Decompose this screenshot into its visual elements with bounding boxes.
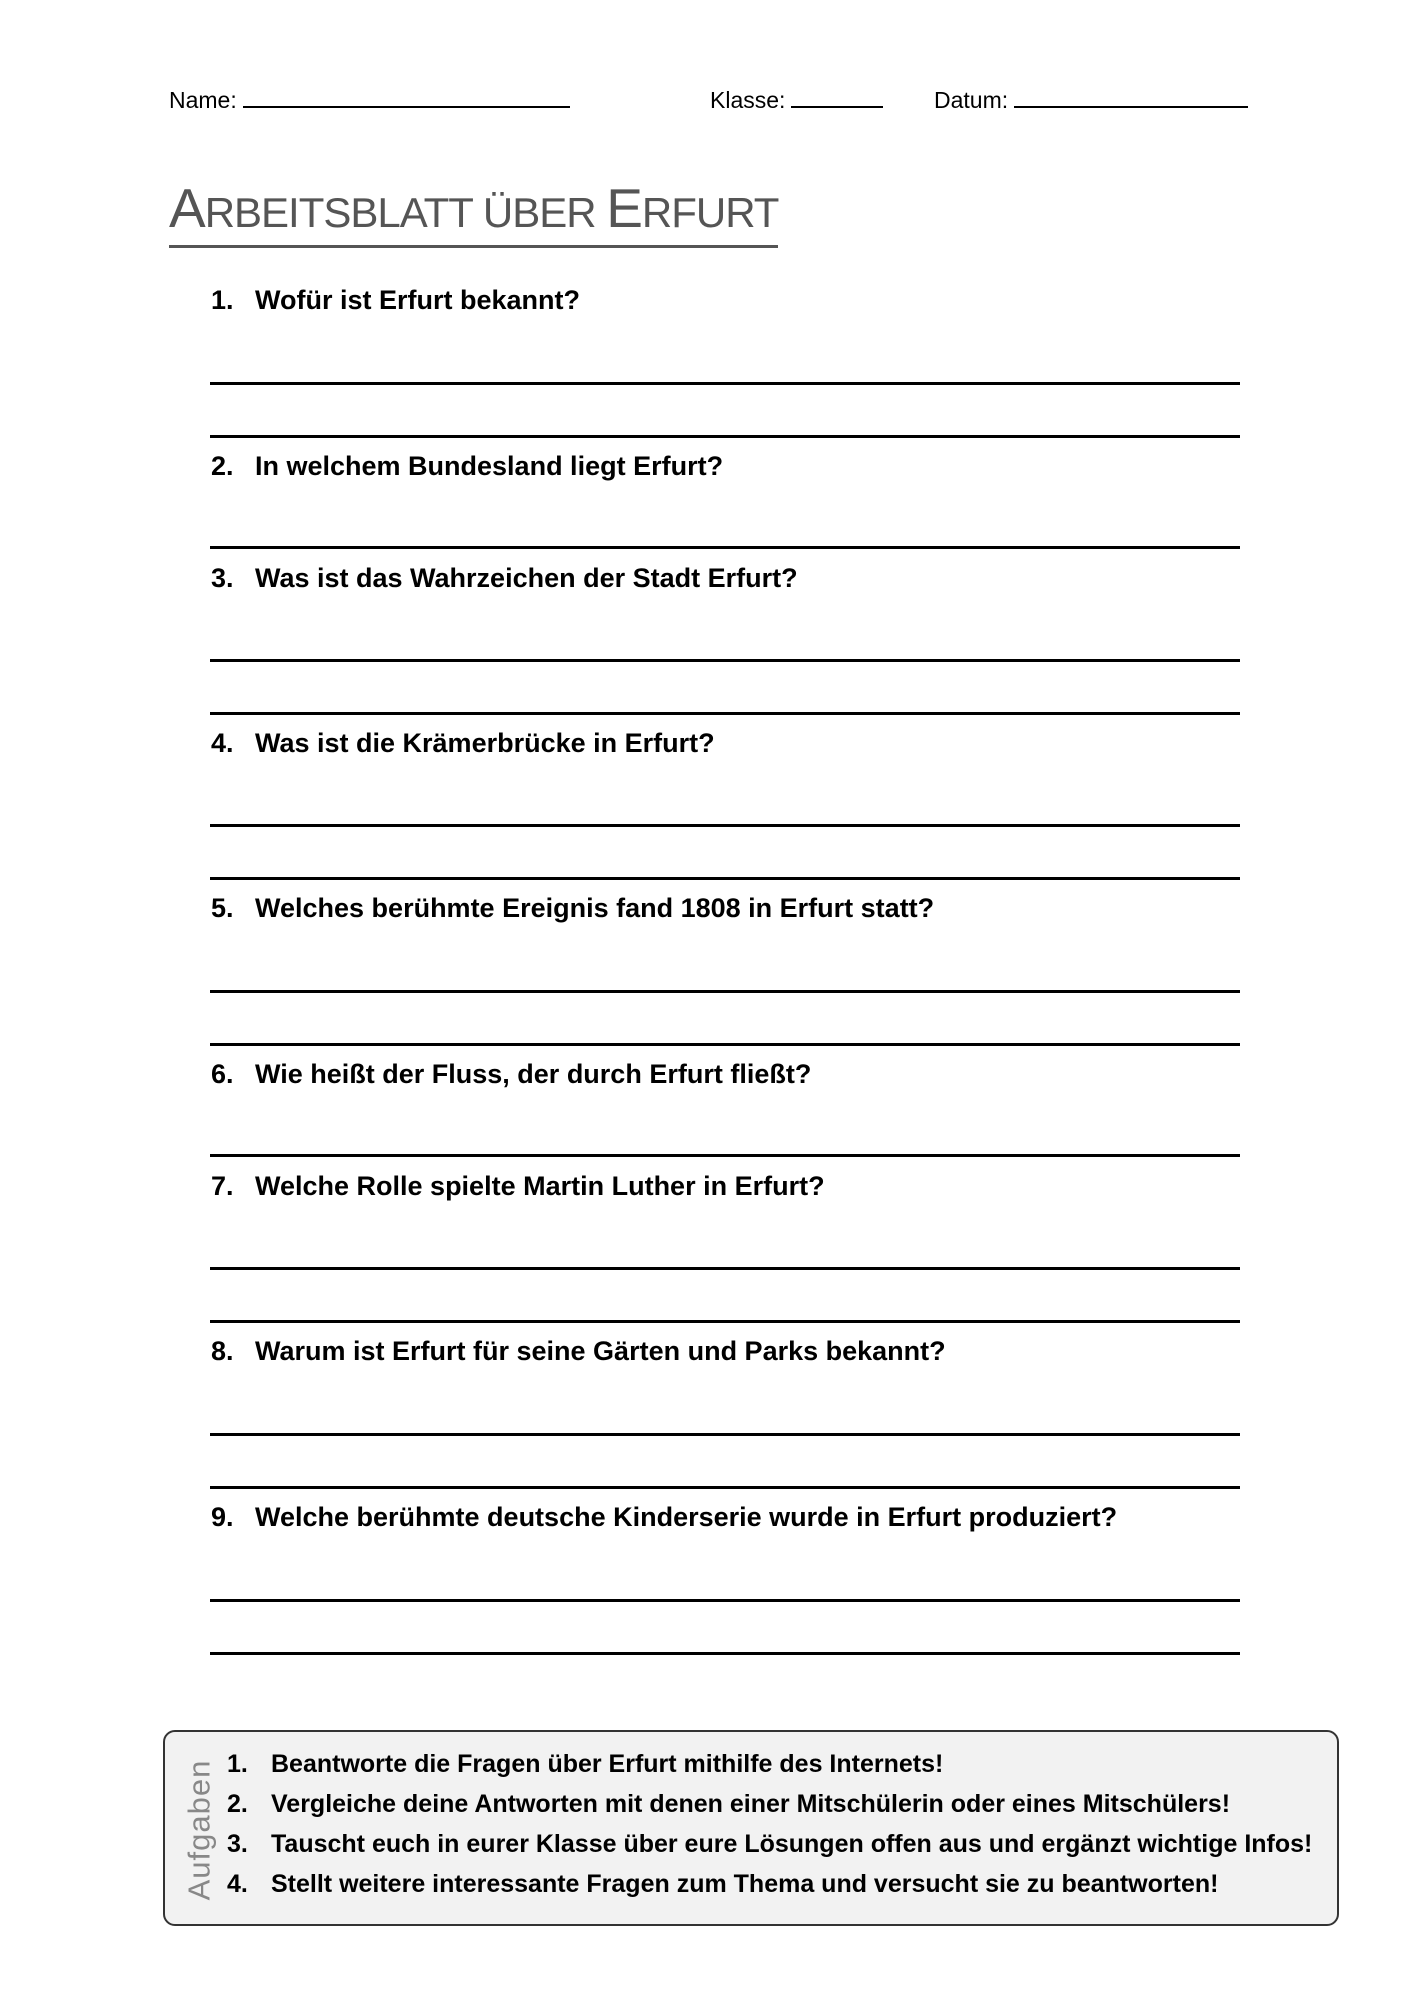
question-number: 4.: [211, 727, 234, 758]
question-9: [211, 1497, 1241, 1663]
question-4: [211, 723, 1241, 888]
tasks-heading: Aufgaben: [181, 1759, 217, 1901]
question-8: [211, 1331, 1241, 1497]
task-box-label: [179, 1752, 219, 1908]
task-text: Beantworte die Fragen über Erfurt mithilfe des Internets!: [271, 1750, 944, 1778]
question-number: 1.: [211, 284, 234, 315]
question-text: Was ist die Krämerbrücke in Erfurt?: [255, 727, 715, 758]
date-blank[interactable]: [1014, 84, 1248, 108]
title-part-1: RBEITSBLATT ÜBER: [204, 189, 607, 236]
question-6: [211, 1054, 1241, 1166]
question-1: [211, 280, 1241, 446]
task-text: Tauscht euch in eurer Klasse über eure Lösungen offen aus und ergänzt wichtige Infos!: [271, 1830, 1313, 1858]
header: [169, 84, 1249, 118]
question-text: In welchem Bundesland liegt Erfurt?: [255, 450, 724, 481]
question-number: 6.: [211, 1058, 234, 1089]
task-number: 2.: [227, 1790, 248, 1818]
name-field[interactable]: [169, 84, 570, 114]
question-text: Was ist das Wahrzeichen der Stadt Erfurt?: [255, 562, 798, 593]
date-label: Datum:: [934, 87, 1009, 113]
question-number: 5.: [211, 892, 234, 923]
task-number: 3.: [227, 1830, 248, 1858]
answer-line[interactable]: [210, 1267, 1240, 1270]
answer-line[interactable]: [210, 990, 1240, 993]
answer-line[interactable]: [210, 659, 1240, 662]
question-2: [211, 446, 1241, 558]
question-text: Welche Rolle spielte Martin Luther in Erfurt?: [255, 1170, 825, 1201]
answer-line[interactable]: [210, 1154, 1240, 1157]
answer-line[interactable]: [210, 1486, 1240, 1489]
answer-line[interactable]: [210, 824, 1240, 827]
answer-line[interactable]: [210, 1433, 1240, 1436]
question-number: 7.: [211, 1170, 234, 1201]
task-list: [227, 1744, 1312, 1904]
task-item: [227, 1824, 1312, 1864]
task-number: 1.: [227, 1750, 248, 1778]
name-label: Name:: [169, 87, 237, 113]
question-text: Wie heißt der Fluss, der durch Erfurt fließt?: [255, 1058, 812, 1089]
question-7: [211, 1166, 1241, 1331]
answer-line[interactable]: [210, 546, 1240, 549]
answer-line[interactable]: [210, 382, 1240, 385]
page-title: [169, 178, 778, 248]
name-blank[interactable]: [243, 84, 570, 108]
answer-line[interactable]: [210, 877, 1240, 880]
answer-line[interactable]: [210, 712, 1240, 715]
task-number: 4.: [227, 1870, 248, 1898]
question-number: 8.: [211, 1335, 234, 1366]
answer-line[interactable]: [210, 1320, 1240, 1323]
question-text: Welches berühmte Ereignis fand 1808 in Erfurt statt?: [255, 892, 935, 923]
question-number: 2.: [211, 450, 234, 481]
answer-line[interactable]: [210, 1599, 1240, 1602]
answer-line[interactable]: [210, 1652, 1240, 1655]
question-text: Wofür ist Erfurt bekannt?: [255, 284, 581, 315]
date-field[interactable]: [934, 84, 1248, 114]
question-number: 3.: [211, 562, 234, 593]
question-3: [211, 558, 1241, 723]
title-cap-2: E: [606, 177, 642, 239]
task-item: [227, 1784, 1312, 1824]
question-5: [211, 888, 1241, 1054]
title-cap-1: A: [169, 177, 205, 239]
task-text: Vergleiche deine Antworten mit denen einer Mitschülerin oder eines Mitschülers!: [271, 1790, 1231, 1818]
task-item: [227, 1864, 1312, 1904]
task-item: [227, 1744, 1312, 1784]
answer-line[interactable]: [210, 435, 1240, 438]
class-label: Klasse:: [710, 87, 786, 113]
task-box: [163, 1730, 1339, 1926]
question-list: [211, 280, 1241, 1663]
question-number: 9.: [211, 1501, 234, 1532]
class-blank[interactable]: [791, 84, 883, 108]
question-text: Welche berühmte deutsche Kinderserie wurde in Erfurt produziert?: [255, 1501, 1118, 1532]
title-part-2: RFURT: [641, 189, 779, 236]
answer-line[interactable]: [210, 1043, 1240, 1046]
task-text: Stellt weitere interessante Fragen zum Thema und versucht sie zu beantworten!: [271, 1870, 1219, 1898]
question-text: Warum ist Erfurt für seine Gärten und Parks bekannt?: [255, 1335, 946, 1366]
class-field[interactable]: [710, 84, 883, 114]
